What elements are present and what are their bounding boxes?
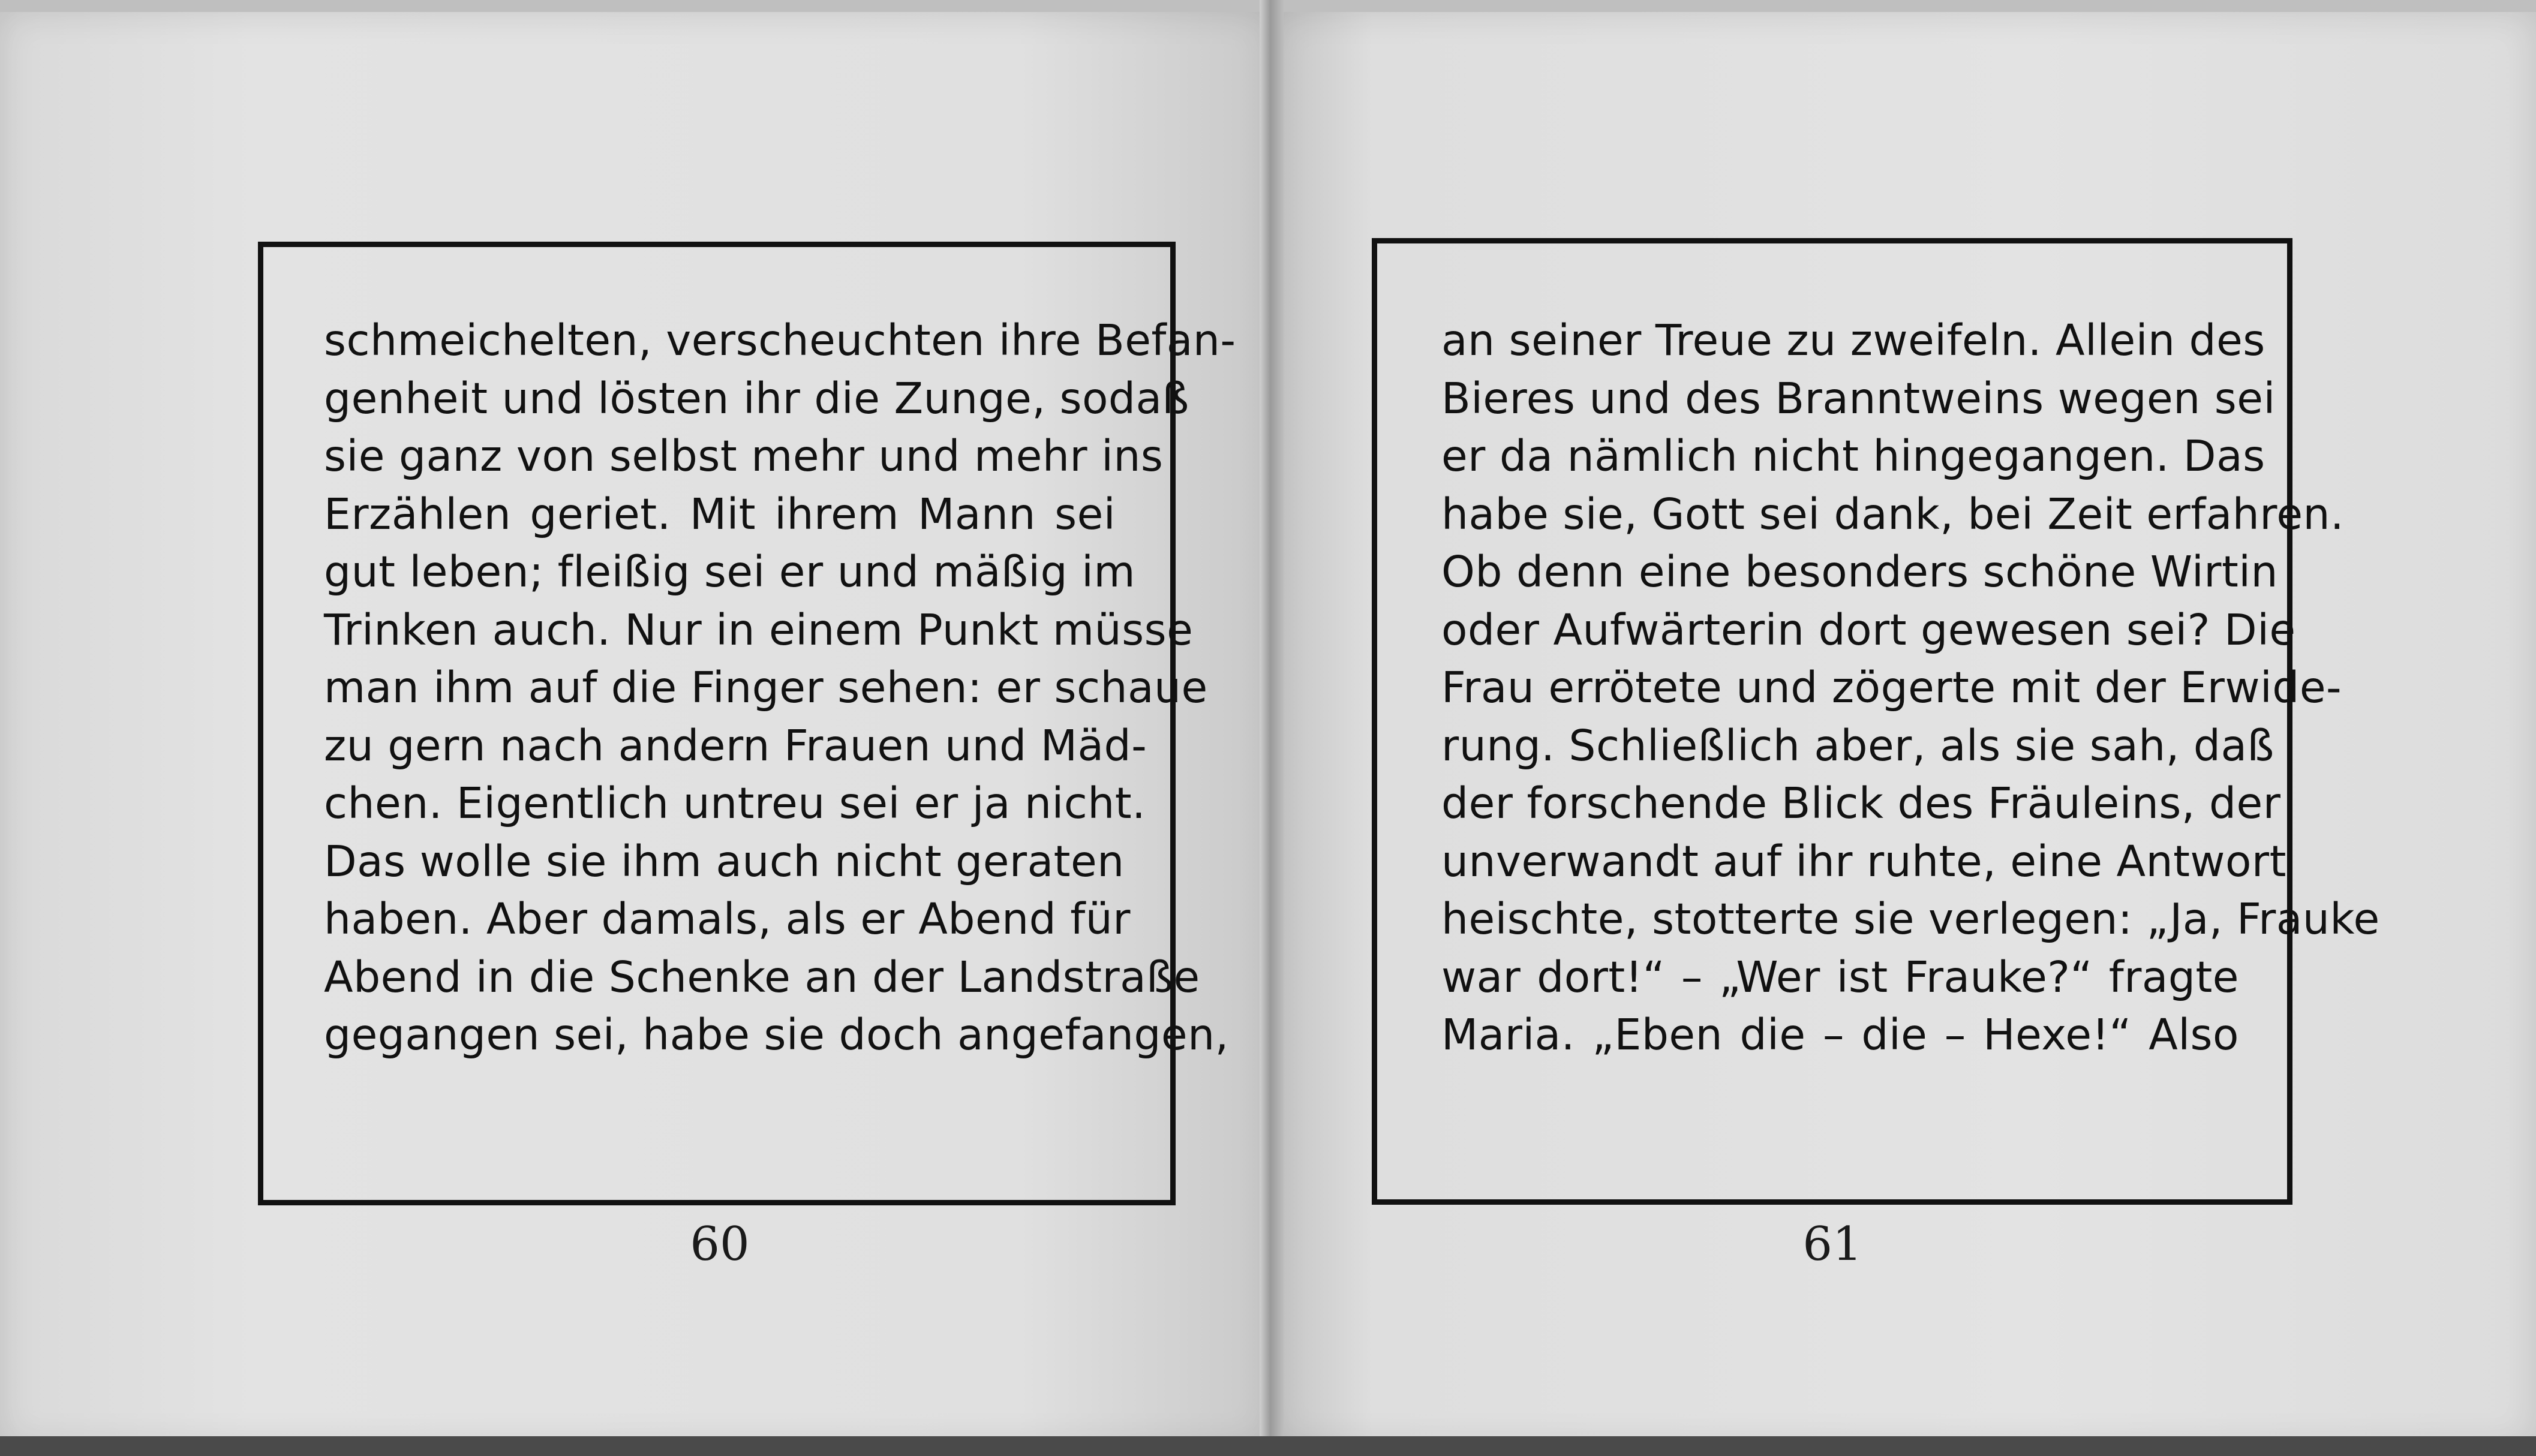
text-line: habe sie, Gott sei dank, bei Zeit erfahren.: [1441, 489, 2345, 539]
right-page-text: [1441, 312, 2380, 1064]
text-line: war dort!“ – „Wer ist Frauke?“ fragte: [1441, 952, 2239, 1002]
text-line: Trinken auch. Nur in einem Punkt müsse: [324, 604, 1194, 655]
text-line: er da nämlich nicht hingegangen. Das: [1441, 431, 2265, 481]
text-line: oder Aufwärterin dort gewesen sei? Die: [1441, 604, 2296, 655]
text-line: haben. Aber damals, als er Abend für: [324, 894, 1131, 944]
text-line: Das wolle sie ihm auch nicht geraten: [324, 836, 1125, 886]
book-gutter: [1260, 0, 1284, 1456]
text-line: genheit und lösten ihr die Zunge, sodaß: [324, 373, 1189, 423]
text-line: chen. Eigentlich untreu sei er ja nicht.: [324, 778, 1146, 828]
text-line: heischte, stotterte sie verlegen: „Ja, Frauke: [1441, 894, 2380, 944]
text-line: gegangen sei, habe sie doch angefangen,: [324, 1010, 1229, 1060]
text-line: zu gern nach andern Frauen und Mäd-: [324, 720, 1147, 771]
page-number-left: 60: [690, 1217, 750, 1271]
text-line: Abend in die Schenke an der Landstraße: [324, 952, 1200, 1002]
text-line: unverwandt auf ihr ruhte, eine Antwort: [1441, 836, 2286, 886]
text-line: Bieres und des Branntweins wegen sei: [1441, 373, 2276, 423]
text-line: Frau errötete und zögerte mit der Erwide-: [1441, 663, 2342, 712]
text-line: man ihm auf die Finger sehen: er schaue: [324, 663, 1208, 712]
page-number-right: 61: [1802, 1217, 1862, 1271]
book-bottom-edge: [0, 1436, 2536, 1456]
text-line: der forschende Blick des Fräuleins, der: [1441, 778, 2281, 828]
text-line: Erzählen geriet. Mit ihrem Mann sei: [324, 489, 1116, 539]
left-page-text: [324, 312, 1236, 1064]
text-line: gut leben; fleißig sei er und mäßig im: [324, 547, 1136, 597]
text-line: Maria. „Eben die – die – Hexe!“ Also: [1441, 1010, 2239, 1060]
text-line: rung. Schließlich aber, als sie sah, daß: [1441, 720, 2274, 771]
text-line: an seiner Treue zu zweifeln. Allein des: [1441, 315, 2265, 365]
text-line: Ob denn eine besonders schöne Wirtin: [1441, 547, 2279, 597]
text-line: schmeichelten, verscheuchten ihre Befan-: [324, 315, 1236, 365]
text-line: sie ganz von selbst mehr und mehr ins: [324, 431, 1164, 481]
